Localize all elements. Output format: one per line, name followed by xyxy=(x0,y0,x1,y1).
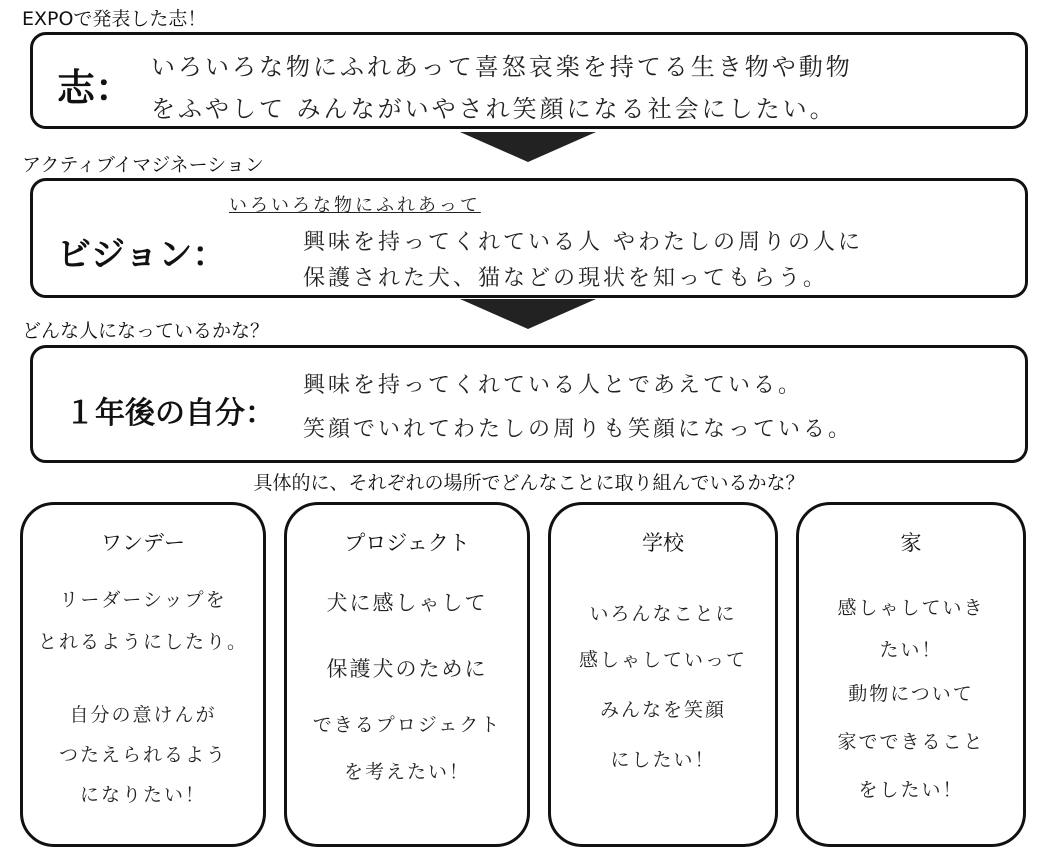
kokorozashi-line-2: をふやして みんながいやされ笑顔になる社会にしたい。 xyxy=(151,95,837,123)
column-line: をしたい！ xyxy=(858,779,964,801)
column-line: リーダーシップを xyxy=(59,589,227,611)
column-line: みんなを笑顔 xyxy=(599,699,726,721)
kokorozashi-line-1: いろいろな物にふれあって喜怒哀楽を持てる生き物や動物 xyxy=(151,53,853,81)
vision-line-1: 興味を持ってくれている人 やわたしの周りの人に xyxy=(303,230,863,255)
vision-box xyxy=(30,178,1028,298)
column-line: いろんなことに xyxy=(589,603,737,625)
column-school xyxy=(548,502,778,847)
places-section-title: 具体的に、それぞれの場所でどんなことに取り組んでいるかな？ xyxy=(253,472,805,494)
vision-note: いろいろな物にふれあって xyxy=(229,195,481,216)
column-line: つたえられるよう xyxy=(58,744,227,766)
one-year-box xyxy=(30,345,1028,463)
column-line: できるプロジェクト xyxy=(312,714,502,736)
one-year-line-1: 興味を持ってくれている人とであえている。 xyxy=(303,373,804,398)
down-arrow-icon xyxy=(460,299,596,329)
one-year-label: １年後の自分： xyxy=(65,396,275,431)
column-line: 動物について xyxy=(848,683,974,705)
vision-section-title: アクティブイマジネーション xyxy=(22,154,264,176)
column-line: 保護犬のために xyxy=(326,657,488,681)
column-line: 感しゃしていって xyxy=(578,649,747,671)
column-title: 家 xyxy=(900,531,922,555)
one-year-line-2: 笑顔でいれてわたしの周りも笑顔になっている。 xyxy=(303,417,854,442)
person-section-title: どんな人になっているかな？ xyxy=(22,320,270,342)
page-title: EXPOで発表した志！ xyxy=(22,8,207,30)
down-arrow-icon xyxy=(460,132,596,162)
column-project xyxy=(284,502,530,847)
kokorozashi-box xyxy=(30,32,1028,129)
column-line: 家でできること xyxy=(837,731,985,753)
column-title: ワンデー xyxy=(101,531,185,555)
column-line: とれるようにしたり。 xyxy=(37,631,248,653)
column-line: たい！ xyxy=(879,639,943,661)
column-home xyxy=(796,502,1026,847)
vision-line-2: 保護された犬、猫などの現状を知ってもらう。 xyxy=(303,266,829,291)
vision-label: ビジョン： xyxy=(57,235,227,275)
column-oneday xyxy=(20,502,266,847)
column-line: 犬に感しゃして xyxy=(326,591,488,615)
column-line: 感しゃしていき xyxy=(837,597,985,619)
column-line: になりたい！ xyxy=(79,784,206,806)
column-line: 自分の意けんが xyxy=(69,704,217,726)
column-line: を考えたい！ xyxy=(343,761,470,783)
kokorozashi-label: 志： xyxy=(57,66,134,110)
column-title: プロジェクト xyxy=(344,531,470,555)
column-title: 学校 xyxy=(642,531,684,555)
column-line: にしたい！ xyxy=(610,749,716,771)
